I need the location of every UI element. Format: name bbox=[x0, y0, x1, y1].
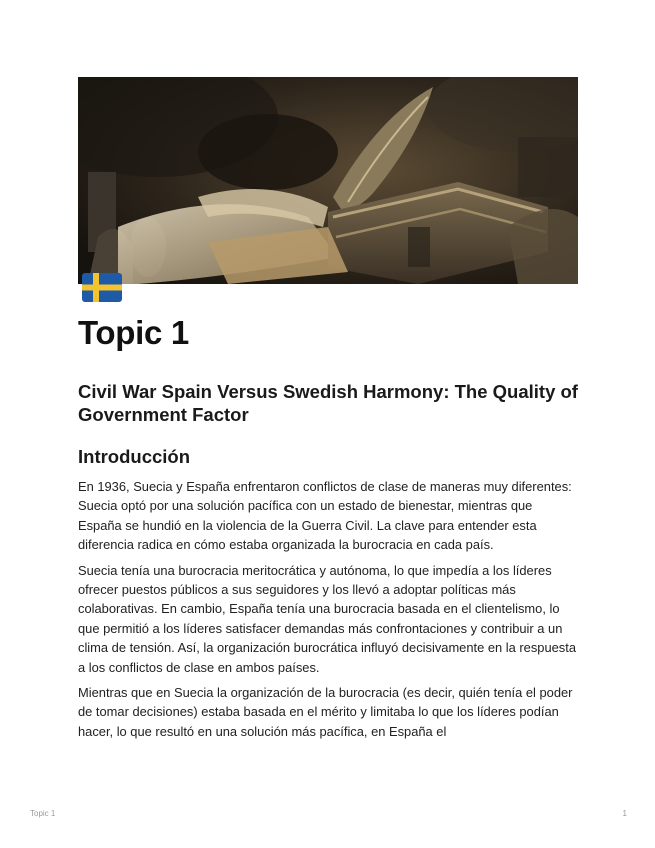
cover-image bbox=[78, 77, 578, 284]
footer-title: Topic 1 bbox=[30, 809, 56, 818]
page-title: Topic 1 bbox=[78, 314, 189, 351]
paragraph: Mientras que en Suecia la organización de la burocracia (es decir, quién tenía el poder de tomar decisiones) estaba basada en el mérito y limitaba lo que los líderes podían hacer, lo que resultó en una solución más pacífica, en España el bbox=[78, 685, 573, 739]
paragraph: Suecia tenía una burocracia meritocrática y autónoma, lo que impedía a los líderes ofrecer puestos públicos a sus seguidores y los llevó a adoptar políticas más colaborativas. En cambio, España tenía una burocracia basada en el clientelismo, lo que permitió a los líderes satisfacer demandas más confrontaciones y contribuir a un clima de tensión. Así, la organización burocrática influyó decisivamente en la respuesta a los conflictos de clase en ambos países. bbox=[78, 562, 576, 675]
page-subtitle: Civil War Spain Versus Swedish Harmony: The Quality of Government Factor bbox=[78, 381, 578, 425]
flag-sweden-icon bbox=[82, 273, 122, 302]
paragraph: En 1936, Suecia y España enfrentaron conflictos de clase de maneras muy diferentes: Suecia optó por una solución pacífica con un estado de bienestar, mientras que España se hundió en la violencia de la Guerra Civil. La clave para entender esta diferencia radica en cómo estaba organizada la burocracia en cada país. bbox=[78, 479, 572, 553]
still-life-painting bbox=[78, 77, 578, 284]
section-body bbox=[78, 477, 578, 747]
page-number: 1 bbox=[622, 809, 627, 818]
section-heading: Introducción bbox=[78, 446, 191, 467]
